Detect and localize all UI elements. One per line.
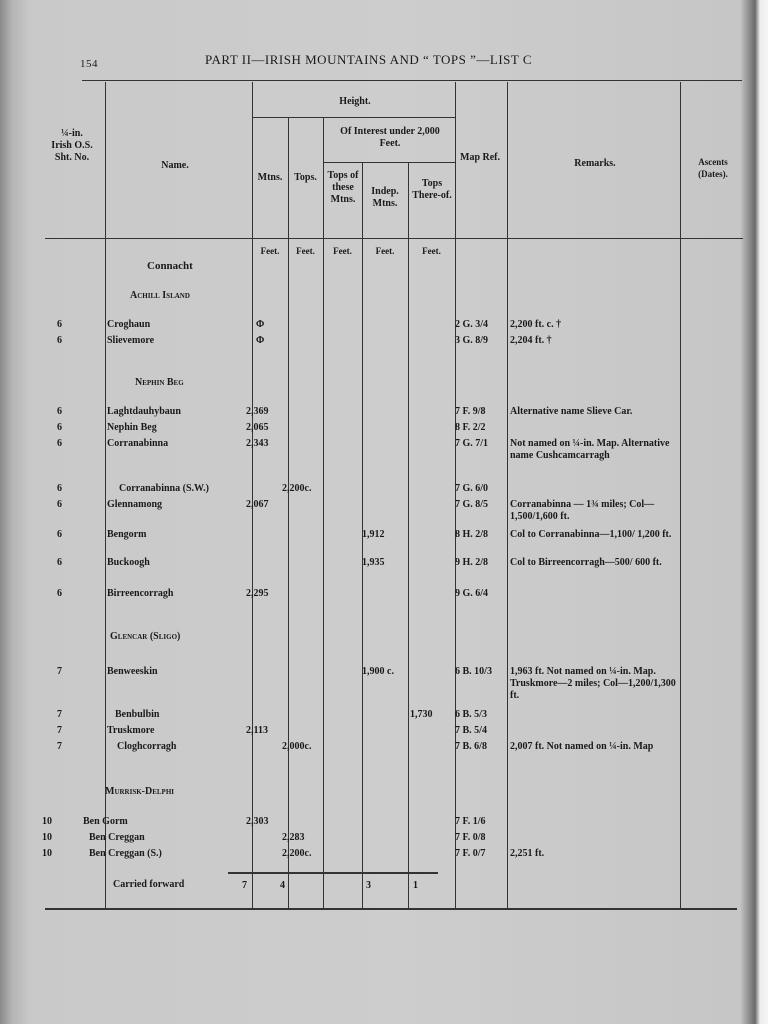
- cell-indep: 1,912: [362, 529, 385, 540]
- cell-mtns: 2,067: [246, 499, 269, 510]
- cell-sht: 6: [57, 557, 62, 568]
- cell-ref: 7 F. 0/8: [455, 832, 486, 843]
- cell-indep: 1,935: [362, 557, 385, 568]
- header-name: Name.: [161, 160, 189, 171]
- cell-name: Ben Creggan (S.): [89, 848, 162, 859]
- cell-mtns: 2,369: [246, 406, 269, 417]
- cell-ref: 2 G. 3/4: [455, 319, 489, 330]
- cell-name: Croghaun: [107, 319, 151, 330]
- cell-name: Glennamong: [107, 499, 163, 510]
- feet-unit: Feet.: [333, 246, 352, 256]
- cell-sht: 6: [57, 529, 62, 540]
- cell-sht: 7: [57, 666, 62, 677]
- feet-unit: Feet.: [422, 246, 441, 256]
- cell-ref: 7 G. 6/0: [455, 483, 489, 494]
- header-ascents: Ascents (Dates).: [698, 157, 728, 179]
- cell-name: Corranabinna (S.W.): [119, 483, 209, 494]
- total-tops: 4: [280, 880, 285, 891]
- cell-sht: 6: [57, 483, 62, 494]
- total-indep: 3: [366, 880, 371, 891]
- cell-sht: 6: [57, 406, 62, 417]
- header-tops-thereof: Tops There-of.: [412, 178, 452, 201]
- header-sheet: ¼-in. Irish O.S. Sht. No.: [51, 128, 93, 163]
- cell-ref: 6 B. 5/3: [455, 709, 487, 720]
- cell-indep: 1,900 c.: [362, 666, 394, 677]
- cell-ref: 7 B. 5/4: [455, 725, 487, 736]
- cell-mtns: Φ: [256, 335, 265, 346]
- cell-ref: 7 F. 1/6: [455, 816, 486, 827]
- header-indep: Indep. Mtns.: [371, 186, 399, 209]
- cell-remarks: Not named on ¼-in. Map. Alternative name Cushcamcarragh: [510, 438, 670, 461]
- page-number: 154: [80, 58, 98, 70]
- cell-mtns: Φ: [256, 319, 265, 330]
- cell-name: Cloghcorragh: [117, 741, 177, 752]
- cell-sht: 6: [57, 499, 62, 510]
- cell-ref: 7 F. 9/8: [455, 406, 486, 417]
- cell-name: Ben Gorm: [83, 816, 128, 827]
- section-nephin-beg: Nephin Beg: [135, 377, 184, 388]
- cell-ref: 7 G. 8/5: [455, 499, 489, 510]
- header-remarks: Remarks.: [574, 158, 616, 169]
- header-interest: Of Interest under 2,000 Feet.: [340, 126, 440, 149]
- cell-name: Ben Creggan: [89, 832, 145, 843]
- cell-tops-thereof: 1,730: [410, 709, 433, 720]
- header-tops-of-these: Tops of these Mtns.: [327, 170, 359, 205]
- cell-tops: 2,200c.: [282, 848, 312, 859]
- feet-unit: Feet.: [296, 246, 315, 256]
- cell-remarks: Corranabinna — 1¾ miles; Col—1,500/1,600 ft.: [510, 499, 655, 522]
- cell-mtns: 2,113: [246, 725, 268, 736]
- cell-name: Buckoogh: [107, 557, 150, 568]
- feet-unit: Feet.: [260, 246, 280, 256]
- cell-sht: 6: [57, 588, 62, 599]
- cell-ref: 9 G. 6/4: [455, 588, 489, 599]
- cell-remarks: Col to Birreencorragh—500/ 600 ft.: [510, 557, 662, 568]
- cell-name: Corranabinna: [107, 438, 169, 449]
- cell-ref: 9 H. 2/8: [455, 557, 489, 568]
- cell-name: Benweeskin: [107, 666, 158, 677]
- section-achill-island: Achill Island: [130, 290, 190, 301]
- section-glencar: Glencar (Sligo): [110, 631, 181, 642]
- cell-name: Truskmore: [107, 725, 155, 736]
- cell-name: Birreencorragh: [107, 588, 174, 599]
- cell-ref: 3 G. 8/9: [455, 335, 489, 346]
- total-mtns: 7: [242, 880, 247, 891]
- cell-remarks: 2,200 ft. c. †: [510, 319, 562, 330]
- cell-ref: 7 G. 7/1: [455, 438, 489, 449]
- total-tops-thereof: 1: [413, 880, 418, 891]
- section-murrisk-delphi: Murrisk-Delphi: [105, 786, 175, 797]
- feet-unit: Feet.: [375, 246, 395, 256]
- cell-name: Laghtdauhybaun: [107, 406, 181, 417]
- cell-ref: 8 F. 2/2: [455, 422, 486, 433]
- cell-mtns: 2,065: [246, 422, 269, 433]
- cell-sht: 10: [42, 816, 52, 827]
- cell-ref: 6 B. 10/3: [455, 666, 492, 677]
- section-province: Connacht: [147, 260, 193, 272]
- header-height: Height.: [339, 96, 371, 107]
- header-tops: Tops.: [294, 172, 317, 183]
- cell-sht: 6: [57, 422, 62, 433]
- cell-sht: 6: [57, 335, 62, 346]
- cell-sht: 7: [57, 725, 62, 736]
- cell-remarks: 2,251 ft.: [510, 848, 545, 859]
- cell-mtns: 2,343: [246, 438, 269, 449]
- cell-sht: 7: [57, 741, 62, 752]
- cell-sht: 10: [42, 848, 52, 859]
- header-mapref: Map Ref.: [460, 152, 500, 163]
- cell-sht: 7: [57, 709, 62, 720]
- cell-sht: 6: [57, 438, 62, 449]
- cell-ref: 7 B. 6/8: [455, 741, 487, 752]
- cell-remarks: Col to Corranabinna—1,100/ 1,200 ft.: [510, 529, 672, 540]
- cell-ref: 7 F. 0/7: [455, 848, 486, 859]
- cell-tops: 2,000c.: [282, 741, 312, 752]
- cell-name: Benbulbin: [115, 709, 160, 720]
- header-mtns: Mtns.: [257, 172, 283, 183]
- cell-ref: 8 H. 2/8: [455, 529, 489, 540]
- cell-sht: 10: [42, 832, 52, 843]
- cell-remarks: Alternative name Slieve Car.: [510, 406, 633, 417]
- cell-sht: 6: [57, 319, 62, 330]
- cell-remarks: 1,963 ft. Not named on ¼-in. Map. Truskmore—2 miles; Col—1,200/1,300 ft.: [510, 666, 676, 701]
- cell-remarks: 2,007 ft. Not named on ¼-in. Map: [510, 741, 654, 752]
- cell-tops: 2,200c.: [282, 483, 312, 494]
- carried-forward-label: Carried forward: [113, 879, 185, 890]
- cell-name: Nephin Beg: [107, 422, 157, 433]
- cell-mtns: 2,303: [246, 816, 269, 827]
- cell-remarks: 2,204 ft. †: [510, 335, 552, 346]
- running-head: PART II—IRISH MOUNTAINS AND “ TOPS ”—LIST C: [205, 52, 533, 67]
- cell-name: Bengorm: [107, 529, 147, 540]
- cell-name: Slievemore: [107, 335, 155, 346]
- cell-mtns: 2,295: [246, 588, 269, 599]
- cell-tops: 2,283: [282, 832, 305, 843]
